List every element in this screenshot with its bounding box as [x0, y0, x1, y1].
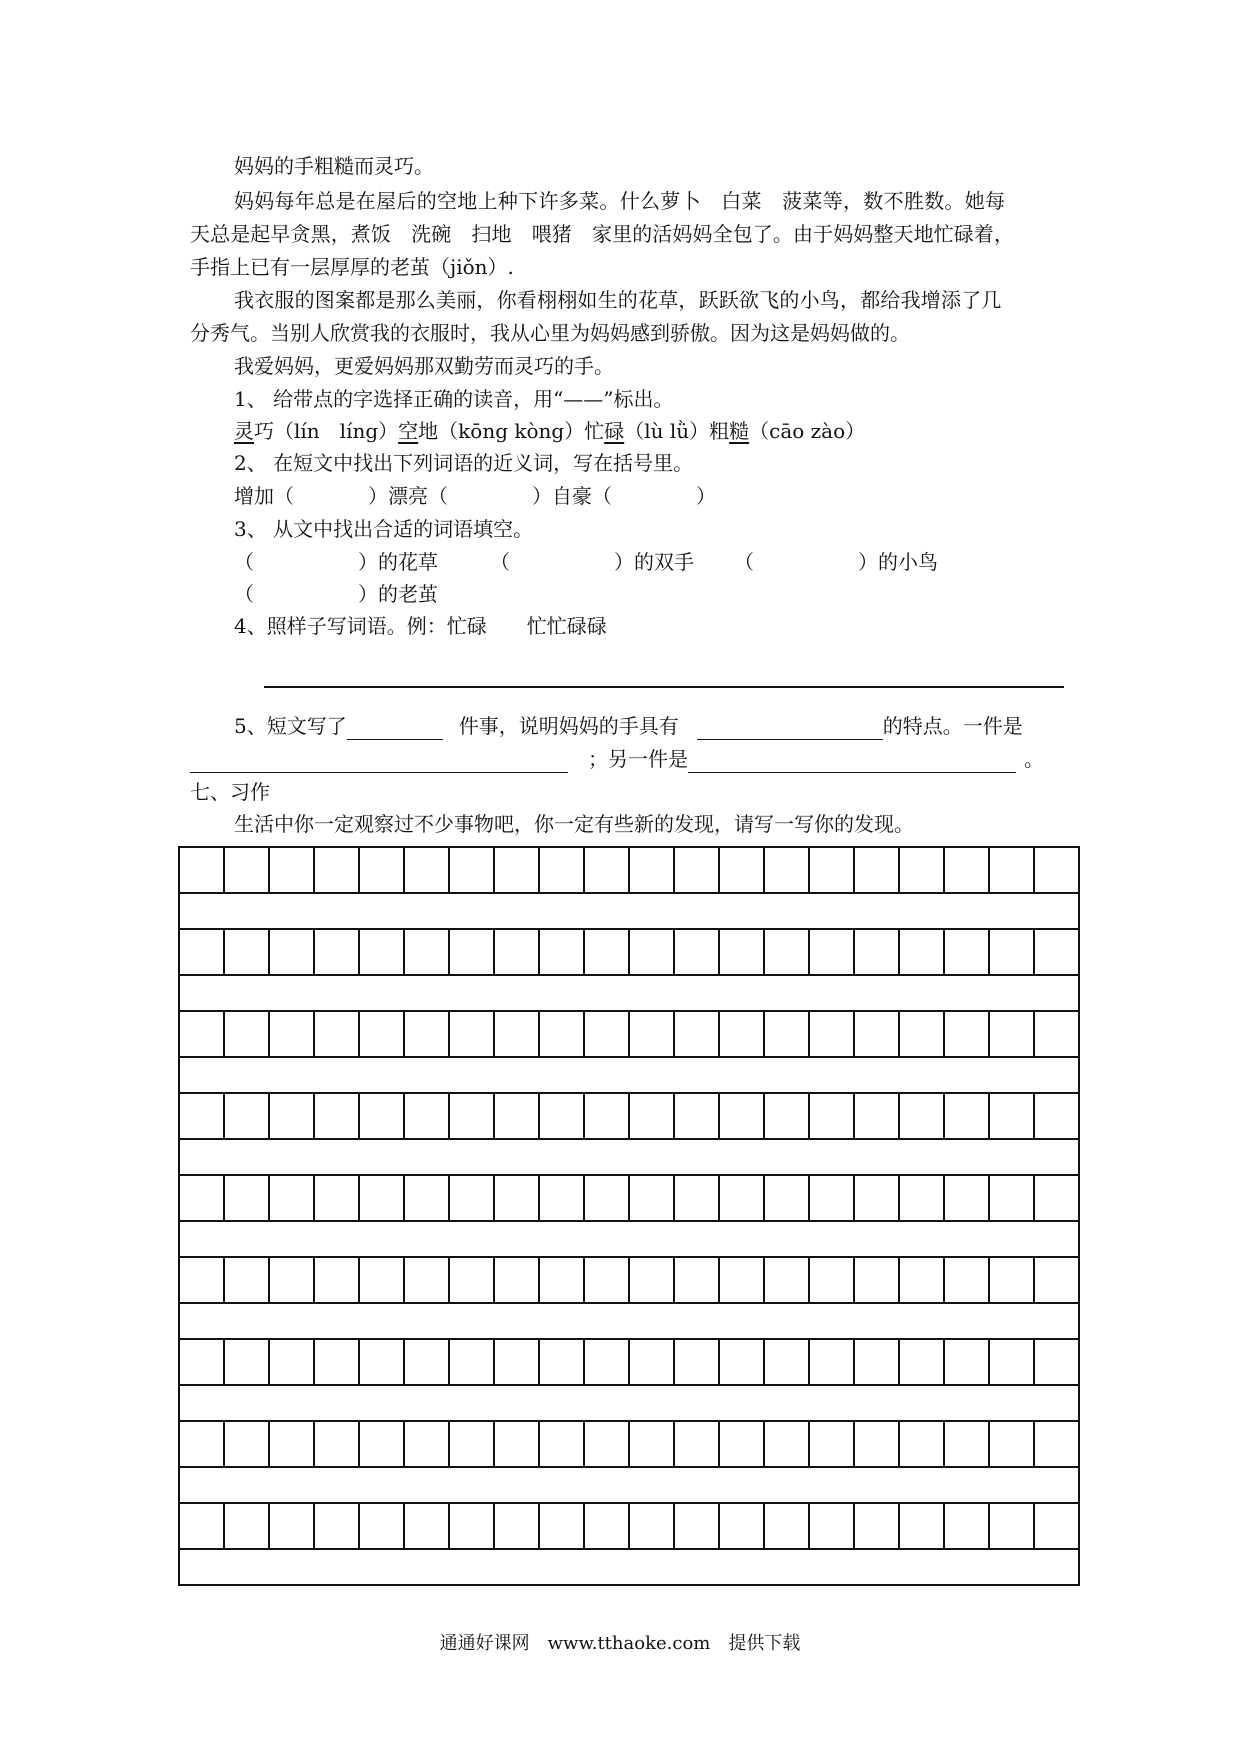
grid-cell[interactable] [585, 1504, 630, 1548]
grid-cell[interactable] [765, 1504, 810, 1548]
grid-cell[interactable] [720, 1258, 765, 1302]
grid-cell[interactable] [585, 1176, 630, 1220]
grid-cell[interactable] [360, 1340, 405, 1384]
grid-cell[interactable] [360, 1176, 405, 1220]
grid-cell[interactable] [450, 1176, 495, 1220]
passage-paragraph-3-line-1: 我衣服的图案都是那么美丽，你看栩栩如生的花草，跃跃欲飞的小鸟，都给我增添了几 [234, 288, 1002, 312]
passage-paragraph-2-line-1: 妈妈每年总是在屋后的空地上种下许多菜。什么萝卜 白菜 菠菜等，数不胜数。她每 [234, 189, 1006, 213]
grid-cell[interactable] [990, 1504, 1035, 1548]
grid-cell[interactable] [1035, 1012, 1078, 1056]
grid-cell[interactable] [180, 1422, 225, 1466]
grid-cell[interactable] [180, 1012, 225, 1056]
pinyin-options[interactable]: （lín líng） [274, 419, 399, 443]
grid-cell[interactable] [360, 1094, 405, 1138]
grid-cell[interactable] [225, 930, 270, 974]
grid-cell[interactable] [450, 930, 495, 974]
grid-cell[interactable] [360, 1422, 405, 1466]
marked-char: 碌 [604, 419, 625, 443]
question-4: 4、照样子写词语。例：忙碌 忙忙碌碌 [234, 614, 607, 638]
grid-cell[interactable] [180, 1176, 225, 1220]
passage-paragraph-3-line-2: 分秀气。当别人欣赏我的衣服时，我从心里为妈妈感到骄傲。因为这是妈妈做的。 [190, 321, 910, 345]
grid-cell[interactable] [540, 1012, 585, 1056]
question-2-options [234, 482, 716, 510]
grid-cell[interactable] [900, 1094, 945, 1138]
grid-cell[interactable] [225, 848, 270, 892]
fill-suffix: ）的双手 [614, 550, 694, 574]
grid-row-gap [180, 1140, 1078, 1176]
grid-cell[interactable] [945, 1422, 990, 1466]
q5-text: 。 [1024, 747, 1044, 771]
grid-cell[interactable] [180, 930, 225, 974]
grid-cell[interactable] [540, 1504, 585, 1548]
grid-cell[interactable] [540, 1340, 585, 1384]
grid-cell[interactable] [1035, 1094, 1078, 1138]
grid-cell[interactable] [540, 1422, 585, 1466]
grid-cell[interactable] [270, 1094, 315, 1138]
grid-cell[interactable] [945, 1504, 990, 1548]
grid-cell[interactable] [495, 1422, 540, 1466]
question-5-line-1 [234, 712, 1023, 740]
grid-cell[interactable] [315, 930, 360, 974]
grid-cell[interactable] [675, 1422, 720, 1466]
grid-cell[interactable] [675, 1340, 720, 1384]
grid-cell[interactable] [225, 1504, 270, 1548]
grid-row [180, 930, 1078, 976]
grid-cell[interactable] [1035, 1340, 1078, 1384]
grid-cell[interactable] [450, 1340, 495, 1384]
grid-row-gap [180, 976, 1078, 1012]
grid-cell[interactable] [720, 1094, 765, 1138]
grid-cell[interactable] [450, 1094, 495, 1138]
grid-cell[interactable] [990, 1176, 1035, 1220]
grid-cell[interactable] [675, 1258, 720, 1302]
grid-cell[interactable] [450, 848, 495, 892]
pinyin-options[interactable]: （cāo zào） [749, 419, 866, 443]
grid-cell[interactable] [675, 1012, 720, 1056]
grid-cell[interactable] [315, 1504, 360, 1548]
grid-cell[interactable] [855, 1258, 900, 1302]
grid-cell[interactable] [990, 1422, 1035, 1466]
grid-cell[interactable] [225, 1422, 270, 1466]
passage-paragraph-4: 我爱妈妈，更爱妈妈那双勤劳而灵巧的手。 [234, 354, 614, 378]
grid-cell[interactable] [270, 1340, 315, 1384]
grid-cell[interactable] [180, 848, 225, 892]
question-3-row-2 [234, 580, 438, 608]
answer-blank[interactable] [697, 717, 883, 740]
grid-cell[interactable] [1035, 1176, 1078, 1220]
grid-cell[interactable] [180, 1504, 225, 1548]
grid-cell[interactable] [585, 1340, 630, 1384]
grid-cell[interactable] [270, 1422, 315, 1466]
grid-cell[interactable] [630, 1504, 675, 1548]
grid-cell[interactable] [720, 1340, 765, 1384]
grid-cell[interactable] [450, 1422, 495, 1466]
grid-cell[interactable] [900, 1012, 945, 1056]
grid-cell[interactable] [270, 1258, 315, 1302]
marked-char: 糙 [729, 419, 750, 443]
grid-cell[interactable] [540, 930, 585, 974]
paren-open: （ [234, 550, 254, 574]
grid-cell[interactable] [225, 1094, 270, 1138]
marked-char: 空 [398, 419, 419, 443]
question-2: 2、 在短文中找出下列词语的近义词，写在括号里。 [234, 451, 694, 475]
grid-cell[interactable] [1035, 1504, 1078, 1548]
grid-cell[interactable] [720, 848, 765, 892]
grid-cell[interactable] [180, 1258, 225, 1302]
grid-cell[interactable] [270, 1176, 315, 1220]
grid-cell[interactable] [585, 1012, 630, 1056]
grid-cell[interactable] [495, 1176, 540, 1220]
grid-cell[interactable] [315, 1340, 360, 1384]
grid-cell[interactable] [900, 1422, 945, 1466]
grid-cell[interactable] [855, 1176, 900, 1220]
grid-cell[interactable] [900, 1176, 945, 1220]
grid-cell[interactable] [855, 1504, 900, 1548]
grid-cell[interactable] [990, 1258, 1035, 1302]
pinyin-options[interactable]: （kōng kòng） [438, 419, 585, 443]
grid-cell[interactable] [855, 930, 900, 974]
grid-cell[interactable] [225, 1258, 270, 1302]
fill-suffix: ）的老茧 [358, 582, 438, 606]
q5-text: 件事，说明妈妈的手具有 [458, 714, 679, 738]
grid-cell[interactable] [810, 1340, 855, 1384]
grid-cell[interactable] [810, 1094, 855, 1138]
grid-cell[interactable] [585, 1422, 630, 1466]
grid-row [180, 1422, 1078, 1468]
grid-cell[interactable] [810, 1258, 855, 1302]
paren-open: （ [490, 550, 510, 574]
synonym-prompt: 自豪（ [552, 484, 612, 508]
grid-cell[interactable] [990, 930, 1035, 974]
grid-cell[interactable] [900, 1340, 945, 1384]
grid-row [180, 1258, 1078, 1304]
passage-paragraph-2-line-3: 手指上已有一层厚厚的老茧（jiǒn）. [190, 255, 514, 279]
grid-cell[interactable] [675, 848, 720, 892]
q5-text: 的特点。一件是 [882, 714, 1023, 738]
synonym-prompt: 增加（ [234, 484, 294, 508]
grid-cell[interactable] [405, 1176, 450, 1220]
grid-cell[interactable] [495, 848, 540, 892]
grid-cell[interactable] [765, 848, 810, 892]
grid-cell[interactable] [360, 1504, 405, 1548]
grid-cell[interactable] [765, 930, 810, 974]
grid-cell[interactable] [765, 1176, 810, 1220]
grid-cell[interactable] [765, 1422, 810, 1466]
grid-row [180, 1504, 1078, 1550]
grid-cell[interactable] [495, 930, 540, 974]
section-7-title: 七、习作 [190, 780, 270, 804]
grid-cell[interactable] [270, 930, 315, 974]
grid-cell[interactable] [180, 1094, 225, 1138]
grid-cell[interactable] [630, 930, 675, 974]
composition-prompt: 生活中你一定观察过不少事物吧，你一定有些新的发现，请写一写你的发现。 [234, 812, 914, 836]
grid-cell[interactable] [495, 1094, 540, 1138]
grid-cell[interactable] [810, 1504, 855, 1548]
grid-cell[interactable] [720, 1422, 765, 1466]
grid-cell[interactable] [270, 1504, 315, 1548]
grid-row-gap [180, 1550, 1078, 1586]
grid-cell[interactable] [945, 1012, 990, 1056]
grid-cell[interactable] [315, 1258, 360, 1302]
grid-cell[interactable] [900, 930, 945, 974]
grid-row [180, 1012, 1078, 1058]
composition-writing-grid[interactable] [178, 846, 1080, 1586]
answer-blank[interactable] [688, 750, 1016, 773]
grid-cell[interactable] [225, 1012, 270, 1056]
pinyin-options[interactable]: （lù lǜ） [624, 419, 710, 443]
paren-close: ） [368, 484, 388, 508]
grid-cell[interactable] [405, 848, 450, 892]
grid-cell[interactable] [405, 1422, 450, 1466]
grid-cell[interactable] [855, 1012, 900, 1056]
grid-cell[interactable] [450, 1012, 495, 1056]
grid-cell[interactable] [270, 1012, 315, 1056]
grid-row-gap [180, 1386, 1078, 1422]
grid-cell[interactable] [720, 930, 765, 974]
paren-open: （ [234, 582, 254, 606]
passage-paragraph-1: 妈妈的手粗糙而灵巧。 [234, 154, 434, 178]
grid-cell[interactable] [630, 1258, 675, 1302]
grid-cell[interactable] [765, 1258, 810, 1302]
word-rest: 地 [418, 419, 439, 443]
grid-cell[interactable] [810, 1012, 855, 1056]
q5-text: 5、短文写了 [234, 714, 347, 738]
grid-cell[interactable] [495, 1504, 540, 1548]
grid-cell[interactable] [855, 848, 900, 892]
q5-text: ；另一件是 [588, 747, 688, 771]
marked-char: 灵 [234, 419, 254, 443]
grid-cell[interactable] [1035, 848, 1078, 892]
grid-row-gap [180, 1468, 1078, 1504]
passage-paragraph-2-line-2: 天总是起早贪黑，煮饭 洗碗 扫地 喂猪 家里的活妈妈全包了。由于妈妈整天地忙碌着， [190, 222, 1015, 246]
grid-row [180, 1340, 1078, 1386]
grid-cell[interactable] [405, 1340, 450, 1384]
question-3: 3、 从文中找出合适的词语填空。 [234, 517, 534, 541]
grid-cell[interactable] [315, 848, 360, 892]
grid-cell[interactable] [810, 1422, 855, 1466]
grid-cell[interactable] [1035, 1258, 1078, 1302]
grid-row-gap [180, 894, 1078, 930]
grid-row [180, 848, 1078, 894]
grid-cell[interactable] [765, 1012, 810, 1056]
grid-cell[interactable] [405, 1094, 450, 1138]
grid-cell[interactable] [675, 1504, 720, 1548]
grid-cell[interactable] [810, 930, 855, 974]
grid-cell[interactable] [1035, 1422, 1078, 1466]
grid-cell[interactable] [630, 1340, 675, 1384]
grid-cell[interactable] [315, 1012, 360, 1056]
grid-cell[interactable] [855, 1340, 900, 1384]
grid-cell[interactable] [945, 930, 990, 974]
grid-cell[interactable] [540, 1094, 585, 1138]
grid-cell[interactable] [585, 1094, 630, 1138]
grid-cell[interactable] [585, 1258, 630, 1302]
paren-close: ） [532, 484, 552, 508]
grid-cell[interactable] [495, 1340, 540, 1384]
footer-credit: 通通好课网 www.tthaoke.com 提供下载 [439, 1633, 801, 1654]
grid-row [180, 1176, 1078, 1222]
grid-cell[interactable] [900, 1258, 945, 1302]
grid-cell[interactable] [720, 1012, 765, 1056]
grid-cell[interactable] [270, 848, 315, 892]
grid-cell[interactable] [450, 1258, 495, 1302]
answer-line[interactable] [264, 686, 1064, 688]
question-1: 1、 给带点的字选择正确的读音，用“——”标出。 [234, 387, 674, 411]
grid-cell[interactable] [900, 1504, 945, 1548]
grid-cell[interactable] [540, 1176, 585, 1220]
grid-cell[interactable] [945, 848, 990, 892]
answer-blank[interactable] [190, 750, 568, 773]
grid-cell[interactable] [630, 1176, 675, 1220]
grid-cell[interactable] [810, 848, 855, 892]
grid-cell[interactable] [765, 1094, 810, 1138]
question-3-row-1 [234, 548, 938, 576]
question-5-line-2 [190, 745, 1044, 773]
grid-cell[interactable] [585, 848, 630, 892]
grid-cell[interactable] [630, 1422, 675, 1466]
grid-cell[interactable] [945, 1094, 990, 1138]
grid-cell[interactable] [900, 848, 945, 892]
fill-suffix: ）的花草 [358, 550, 438, 574]
grid-cell[interactable] [360, 1258, 405, 1302]
grid-cell[interactable] [360, 930, 405, 974]
grid-cell[interactable] [1035, 930, 1078, 974]
grid-cell[interactable] [360, 848, 405, 892]
grid-cell[interactable] [315, 1176, 360, 1220]
grid-cell[interactable] [450, 1504, 495, 1548]
grid-cell[interactable] [675, 930, 720, 974]
grid-cell[interactable] [990, 1094, 1035, 1138]
grid-row-gap [180, 1304, 1078, 1340]
question-1-options [234, 417, 865, 445]
grid-cell[interactable] [495, 1258, 540, 1302]
grid-cell[interactable] [405, 1504, 450, 1548]
grid-cell[interactable] [585, 930, 630, 974]
grid-cell[interactable] [630, 848, 675, 892]
paren-close: ） [696, 484, 716, 508]
grid-cell[interactable] [630, 1012, 675, 1056]
grid-cell[interactable] [675, 1176, 720, 1220]
grid-cell[interactable] [225, 1340, 270, 1384]
synonym-prompt: 漂亮（ [388, 484, 448, 508]
grid-cell[interactable] [225, 1176, 270, 1220]
word-pre: 忙 [584, 419, 605, 443]
word-rest: 巧 [254, 419, 274, 443]
grid-cell[interactable] [855, 1422, 900, 1466]
paren-open: （ [734, 550, 754, 574]
grid-cell[interactable] [990, 848, 1035, 892]
grid-cell[interactable] [675, 1094, 720, 1138]
grid-cell[interactable] [540, 848, 585, 892]
grid-cell[interactable] [405, 1012, 450, 1056]
grid-row-gap [180, 1058, 1078, 1094]
grid-cell[interactable] [990, 1340, 1035, 1384]
grid-cell[interactable] [180, 1340, 225, 1384]
grid-cell[interactable] [945, 1340, 990, 1384]
grid-cell[interactable] [495, 1012, 540, 1056]
grid-row-gap [180, 1222, 1078, 1258]
grid-cell[interactable] [630, 1094, 675, 1138]
answer-blank[interactable] [347, 717, 443, 740]
grid-cell[interactable] [540, 1258, 585, 1302]
grid-cell[interactable] [405, 930, 450, 974]
grid-cell[interactable] [945, 1176, 990, 1220]
grid-cell[interactable] [765, 1340, 810, 1384]
grid-cell[interactable] [990, 1012, 1035, 1056]
grid-cell[interactable] [945, 1258, 990, 1302]
grid-cell[interactable] [720, 1176, 765, 1220]
grid-cell[interactable] [720, 1504, 765, 1548]
grid-cell[interactable] [810, 1176, 855, 1220]
grid-cell[interactable] [315, 1094, 360, 1138]
grid-row [180, 1094, 1078, 1140]
grid-cell[interactable] [855, 1094, 900, 1138]
word-pre: 粗 [709, 419, 730, 443]
grid-cell[interactable] [360, 1012, 405, 1056]
grid-cell[interactable] [405, 1258, 450, 1302]
fill-suffix: ）的小鸟 [858, 550, 938, 574]
grid-cell[interactable] [315, 1422, 360, 1466]
